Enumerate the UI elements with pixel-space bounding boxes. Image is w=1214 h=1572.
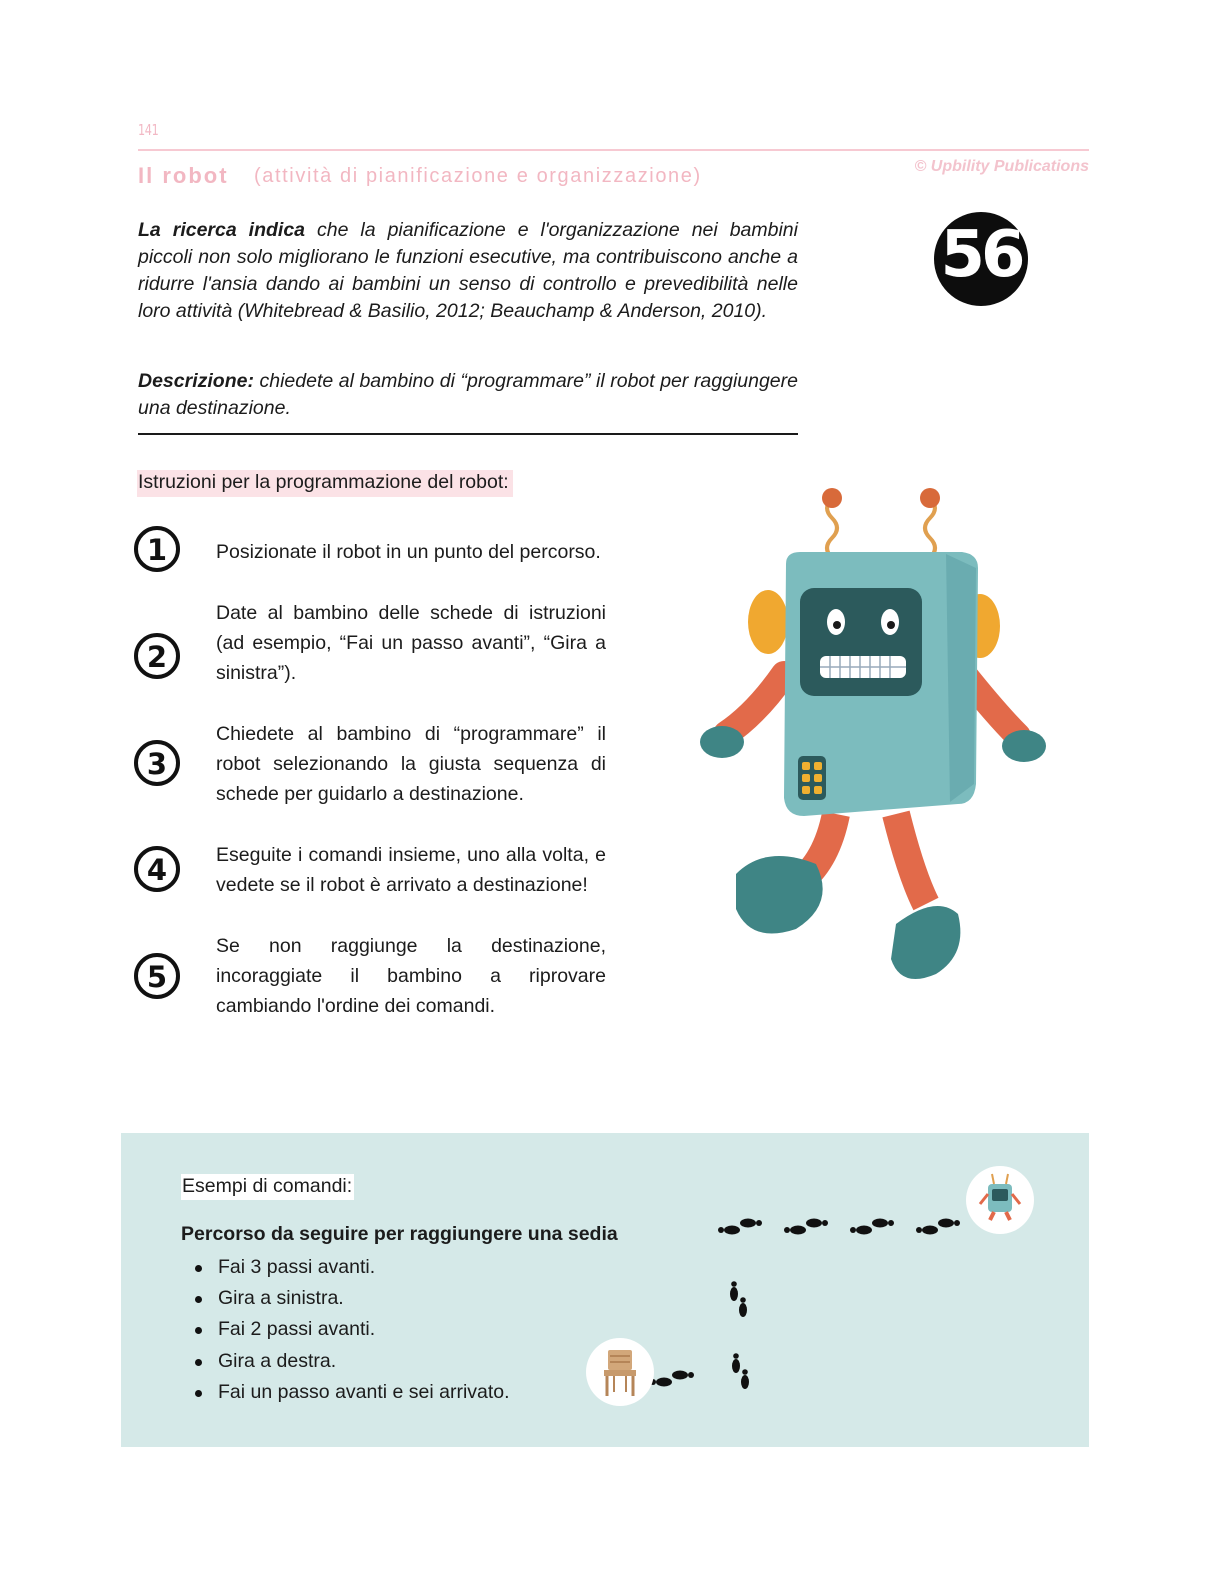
instructions-heading: Istruzioni per la programmazione del robot: [137, 470, 513, 497]
chair-icon [586, 1338, 654, 1406]
page-title: Il robot [138, 163, 229, 188]
step-3-text: Chiedete al bambino di “programmare” il robot selezionando la giusta sequenza di schede per guidarlo a destinazione. [216, 723, 606, 805]
step-4-number: 4 [134, 846, 180, 892]
step-3-number: 3 [134, 740, 180, 786]
list-item: Fai un passo avanti e sei arrivato. [181, 1377, 510, 1408]
footprints-icon [850, 1219, 894, 1235]
intro-paragraph [138, 217, 798, 325]
robot-small-icon [966, 1166, 1034, 1234]
list-item: Gira a sinistra. [181, 1283, 510, 1314]
description-label: Descrizione: [138, 370, 254, 392]
list-item: Fai 3 passi avanti. [181, 1252, 510, 1283]
route-map [580, 1160, 1050, 1420]
page-subtitle: (attività di pianificazione e organizzazione) [254, 165, 702, 187]
description-text: chiedete al bambino di “programmare” il robot per raggiungere una destinazione. [138, 370, 798, 419]
step-1-number: 1 [134, 526, 180, 572]
examples-heading: Esempi di comandi: [181, 1174, 354, 1200]
step-4-text: Eseguite i comandi insieme, uno alla volta, e vedete se il robot è arrivato a destinazione! [216, 844, 606, 896]
intro-text: che la pianificazione e l'organizzazione nei bambini piccoli non solo migliorano le funzioni esecutive, ma contribuiscono anche a ridurre l'ansia dando ai bambini un senso di controllo e prevedibilità nelle loro attività (Whitebread & Basilio, 2012; Beauchamp & Anderson, 2010). [138, 219, 798, 322]
list-item: Gira a destra. [181, 1346, 510, 1377]
section-divider [138, 433, 798, 435]
footprints-icon [730, 1281, 747, 1317]
intro-lead: La ricerca indica [138, 219, 306, 241]
step-2-text: Date al bambino delle schede di istruzioni (ad esempio, “Fai un passo avanti”, “Gira a sinistra”). [216, 602, 606, 684]
activity-number-badge [934, 212, 1028, 306]
footprints-icon [650, 1371, 694, 1387]
footprints-icon [916, 1219, 960, 1235]
command-list [181, 1252, 510, 1408]
footprints-icon [732, 1353, 749, 1389]
activity-number: 56 [940, 218, 1022, 292]
page-number: 141 [138, 121, 159, 139]
step-1-text: Posizionate il robot in un punto del percorso. [216, 541, 601, 563]
step-2-number: 2 [134, 633, 180, 679]
footprints-icon [784, 1219, 828, 1235]
step-5-text: Se non raggiunge la destinazione, incoraggiate il bambino a riprovare cambiando l'ordine dei comandi. [216, 935, 606, 1017]
route-title: Percorso da seguire per raggiungere una sedia [181, 1223, 618, 1245]
step-5-number: 5 [134, 953, 180, 999]
footprints-icon [718, 1219, 762, 1235]
header-rule [138, 149, 1089, 151]
copyright-notice: © Upbility Publications [914, 158, 1089, 175]
list-item: Fai 2 passi avanti. [181, 1314, 510, 1345]
description-paragraph [138, 368, 798, 422]
robot-illustration [696, 484, 1052, 990]
